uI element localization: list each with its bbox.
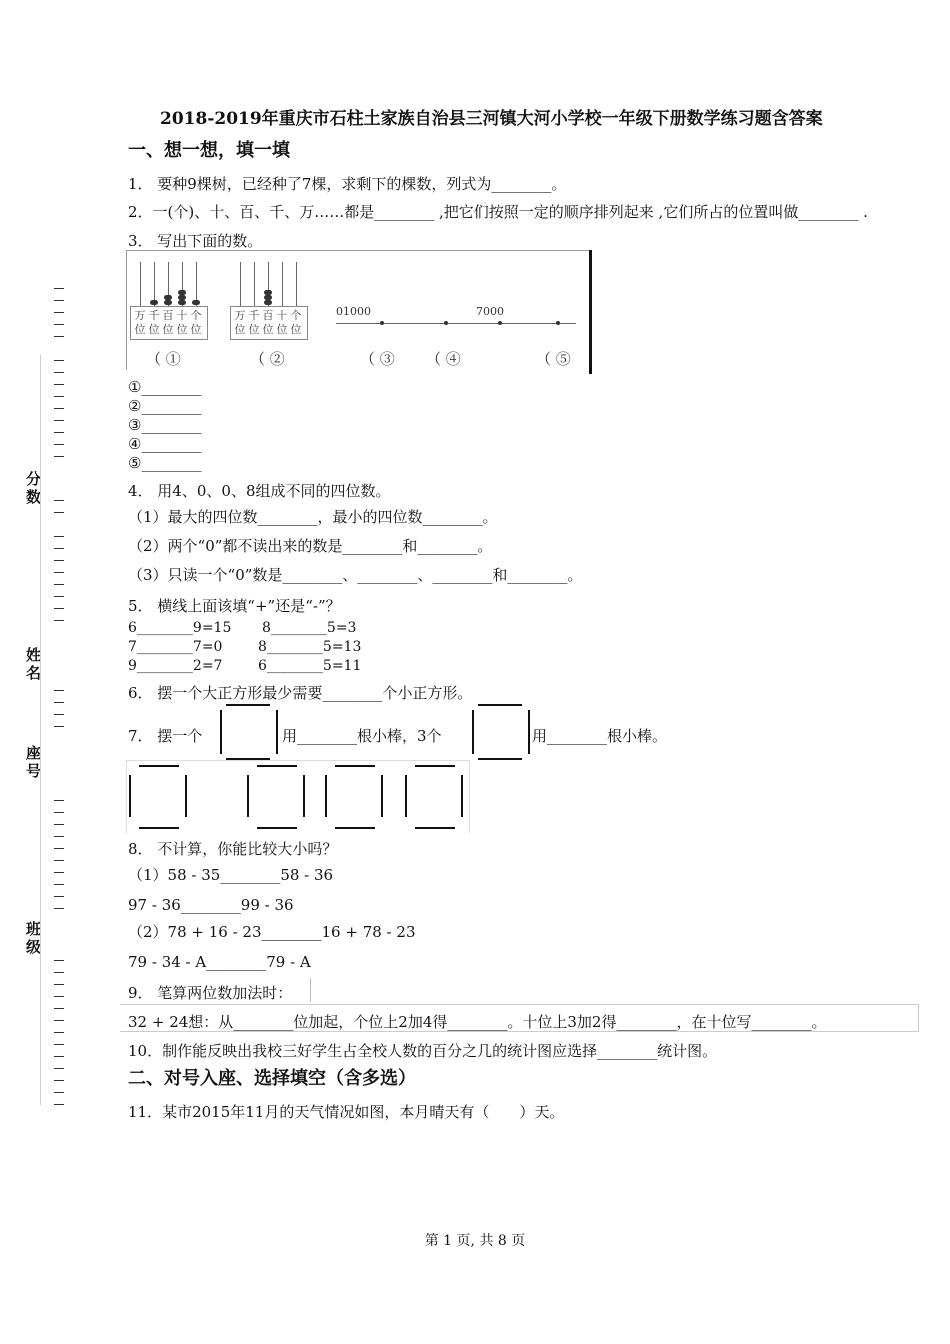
- question-10: 10．制作能反映出我校三好学生占全校人数的百分之几的统计图应选择________统计图。: [128, 1042, 718, 1060]
- place-label: 百: [162, 309, 174, 322]
- strip-dash: [54, 972, 64, 973]
- strip-dash: [54, 848, 64, 849]
- q5-row-2-b: 8________5=13: [258, 639, 362, 655]
- numberline-label: 7000: [476, 305, 504, 318]
- place-label: 十: [176, 309, 188, 322]
- strip-dash: [54, 1020, 64, 1021]
- place-label: 万: [134, 309, 146, 322]
- figure-label-1: （ ①: [146, 350, 181, 368]
- q5-row-3-a: 9________2=7: [128, 658, 223, 674]
- strip-dash: [54, 420, 64, 421]
- strip-label-seat: 座号: [26, 744, 42, 780]
- abacus-bead: [192, 300, 200, 305]
- abacus-bead: [150, 300, 158, 305]
- question-7-c: 用________根小棒。: [532, 727, 668, 745]
- question-8: 8． 不计算，你能比较大小吗？: [128, 840, 338, 858]
- figure-label-5: （ ⑤: [536, 350, 571, 368]
- strip-dash: [54, 1056, 64, 1057]
- question-11: 11．某市2015年11月的天气情况如图，本月晴天有（ ）天。: [128, 1103, 565, 1121]
- strip-dash: [54, 384, 64, 385]
- numberline-point: [556, 321, 560, 325]
- strip-dash: [54, 312, 64, 313]
- numberline-point: [444, 321, 448, 325]
- place-label: 千: [148, 309, 160, 322]
- q3-answer-4: ④________: [128, 435, 202, 453]
- place-unit: 位: [134, 323, 146, 336]
- strip-divider: [40, 355, 41, 1105]
- place-label: 个: [290, 309, 302, 322]
- strip-dash: [54, 584, 64, 585]
- strip-dash: [54, 1068, 64, 1069]
- numberline-point: [380, 321, 384, 325]
- figure-label-3: （ ③: [360, 350, 395, 368]
- strip-dash: [54, 836, 64, 837]
- q5-row-3-b: 6________5=11: [258, 658, 362, 674]
- place-unit: 位: [190, 323, 202, 336]
- question-8-part-2: （2）78 + 16 - 23________16 + 78 - 23: [128, 923, 416, 941]
- strip-dash: [54, 1032, 64, 1033]
- strip-dash: [54, 336, 64, 337]
- abacus-bead: [178, 300, 186, 305]
- question-3: 3． 写出下面的数。: [128, 232, 263, 250]
- strip-dash: [54, 288, 64, 289]
- place-label: 十: [276, 309, 288, 322]
- strip-dash: [54, 984, 64, 985]
- strip-dash: [54, 536, 64, 537]
- strip-dash: [54, 1008, 64, 1009]
- place-unit: 位: [276, 323, 288, 336]
- strip-dash: [54, 860, 64, 861]
- q3-answer-1: ①________: [128, 378, 202, 396]
- place-label: 个: [190, 309, 202, 322]
- figure-border: [126, 250, 127, 370]
- question-2: 2．一(个)、十、百、千、万……都是________ ,把它们按照一定的顺序排列起来 ,它们所占的位置叫做________ .: [128, 203, 868, 221]
- numberline-point: [498, 321, 502, 325]
- place-label: 万: [234, 309, 246, 322]
- question-4-part-3: （3）只读一个“0”数是________、________、________和________。: [128, 566, 583, 584]
- strip-dash: [54, 300, 64, 301]
- strip-dash: [54, 824, 64, 825]
- question-4: 4． 用4、0、0、8组成不同的四位数。: [128, 482, 391, 500]
- place-unit: 位: [262, 323, 274, 336]
- page-title: 2018-2019年重庆市石柱土家族自治县三河镇大河小学校一年级下册数学练习题含答案: [160, 109, 823, 129]
- question-9-line: 32 + 24想：从________位加起，个位上2加4得________。十位上3加2得________，在十位写________。: [128, 1013, 827, 1031]
- question-9: 9． 笔算两位数加法时：: [128, 984, 293, 1002]
- strip-dash: [54, 548, 64, 549]
- place-unit: 位: [234, 323, 246, 336]
- place-unit: 位: [176, 323, 188, 336]
- strip-dash: [54, 408, 64, 409]
- figure-border: [589, 250, 592, 374]
- figure-label-2: （ ②: [250, 350, 285, 368]
- strip-dash: [54, 872, 64, 873]
- q5-row-1-b: 8________5=3: [262, 620, 357, 636]
- strip-dash: [54, 996, 64, 997]
- place-label: 百: [262, 309, 274, 322]
- stick-square-icon: [129, 765, 189, 829]
- abacus-bead: [164, 300, 172, 305]
- question-4-part-1: （1）最大的四位数________，最小的四位数________。: [128, 508, 498, 526]
- place-unit: 位: [290, 323, 302, 336]
- abacus-rod: [240, 262, 241, 310]
- figure-label-4: （ ④: [426, 350, 461, 368]
- place-unit: 位: [148, 323, 160, 336]
- strip-dash: [54, 714, 64, 715]
- strip-dash: [54, 512, 64, 513]
- numberline: [336, 323, 576, 324]
- question-7-b: 用________根小棒，3个: [282, 727, 442, 745]
- question-1: 1． 要种9棵树，已经种了7棵，求剩下的棵数，列式为________。: [128, 175, 567, 193]
- strip-dash: [54, 456, 64, 457]
- strip-dash: [54, 500, 64, 501]
- question-8-part-1: （1）58 - 35________58 - 36: [128, 866, 334, 884]
- question-8-part-1b: 97 - 36________99 - 36: [128, 896, 294, 914]
- strip-dash: [54, 324, 64, 325]
- strip-label-score: 分数: [26, 470, 42, 506]
- abacus-rod: [296, 262, 297, 310]
- abacus-rod: [282, 262, 283, 310]
- strip-dash: [54, 1044, 64, 1045]
- question-7-a: 7． 摆一个: [128, 727, 203, 745]
- strip-dash: [54, 596, 64, 597]
- stick-square-icon: [247, 765, 307, 829]
- numberline-label: 01000: [336, 305, 371, 318]
- strip-dash: [54, 620, 64, 621]
- figure-border: [126, 250, 589, 251]
- strip-dash: [54, 1092, 64, 1093]
- question-4-part-2: （2）两个“0”都不读出来的数是________和________。: [128, 537, 493, 555]
- strip-dash: [54, 432, 64, 433]
- question-5: 5． 横线上面该填“+”还是“-”？: [128, 597, 341, 615]
- strip-dash: [54, 444, 64, 445]
- strip-dash: [54, 572, 64, 573]
- strip-dash: [54, 896, 64, 897]
- strip-dash: [54, 812, 64, 813]
- page-footer: 第 1 页, 共 8 页: [424, 1233, 526, 1249]
- q3-answer-3: ③________: [128, 416, 202, 434]
- strip-dash: [54, 690, 64, 691]
- abacus-bead: [264, 300, 272, 305]
- q5-row-1-a: 6________9=15: [128, 620, 232, 636]
- q5-row-2-a: 7________7=0: [128, 639, 223, 655]
- strip-dash: [54, 908, 64, 909]
- section-heading-2: 二、对号入座、选择填空（含多选）: [128, 1068, 416, 1089]
- three-squares-figure: [126, 760, 470, 833]
- place-unit: 位: [162, 323, 174, 336]
- stick-square-icon: [470, 704, 532, 760]
- strip-dash: [54, 726, 64, 727]
- question-8-part-2b: 79 - 34 - A________79 - A: [128, 953, 311, 971]
- strip-label-name: 姓名: [26, 646, 42, 682]
- question-6: 6． 摆一个大正方形最少需要________个小正方形。: [128, 684, 473, 702]
- place-unit: 位: [248, 323, 260, 336]
- strip-dash: [54, 702, 64, 703]
- strip-dash: [54, 960, 64, 961]
- q3-answer-5: ⑤________: [128, 454, 202, 472]
- strip-dash: [54, 360, 64, 361]
- strip-dash: [54, 608, 64, 609]
- abacus-rod: [254, 262, 255, 310]
- strip-label-class: 班级: [26, 920, 42, 956]
- stick-square-icon: [325, 765, 385, 829]
- abacus-numberline-figure: [126, 250, 592, 374]
- strip-dash: [54, 560, 64, 561]
- q3-answer-2: ②________: [128, 397, 202, 415]
- strip-dash: [54, 884, 64, 885]
- place-label: 千: [248, 309, 260, 322]
- abacus-rod: [140, 262, 141, 310]
- binding-strip: [44, 280, 74, 1110]
- stick-square-icon: [405, 765, 465, 829]
- stick-square-icon: [218, 704, 280, 760]
- strip-dash: [54, 396, 64, 397]
- strip-dash: [54, 800, 64, 801]
- section-heading-1: 一、想一想，填一填: [128, 140, 290, 161]
- strip-dash: [54, 1104, 64, 1105]
- strip-dash: [54, 1080, 64, 1081]
- strip-dash: [54, 372, 64, 373]
